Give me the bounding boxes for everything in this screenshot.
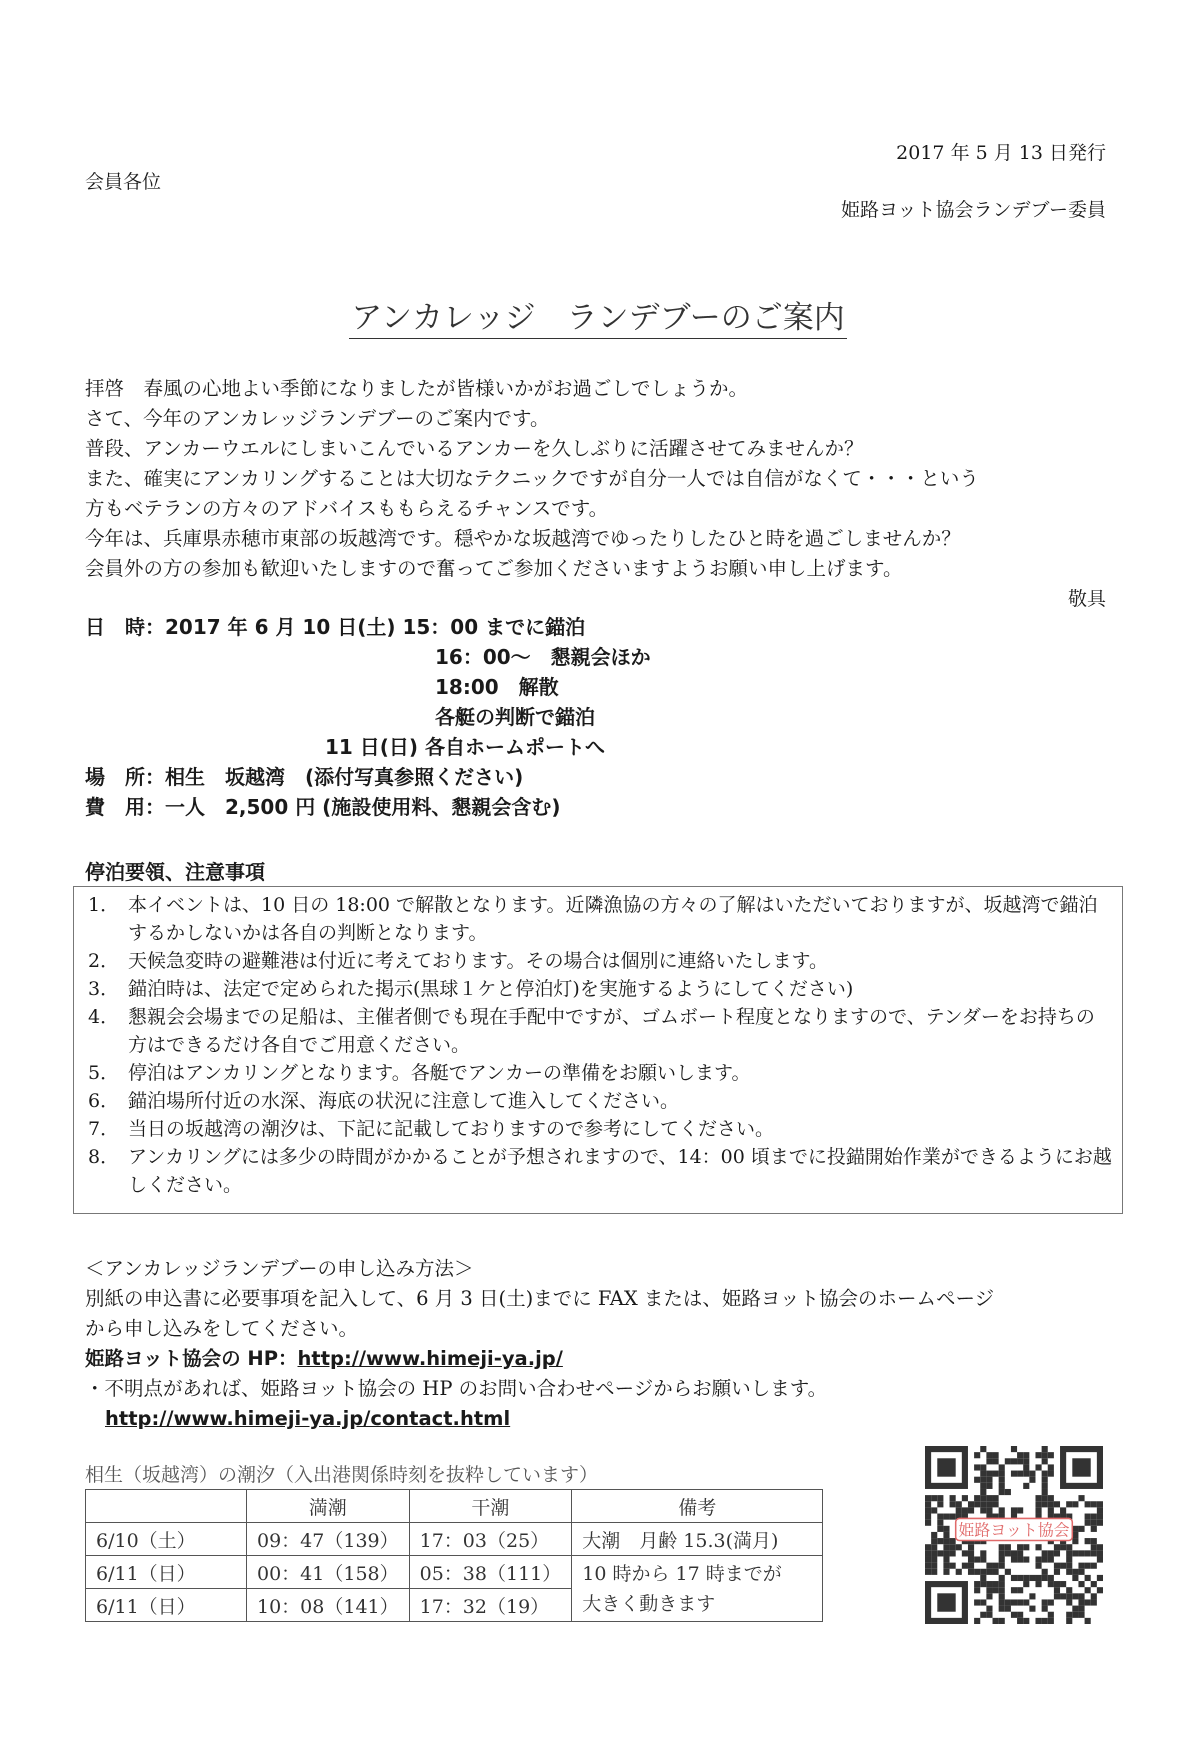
header-cell: 干潮 bbox=[409, 1490, 572, 1523]
body-line: 拝啓 春風の心地よい季節になりましたが皆様いかがお過ごしでしょうか。 bbox=[85, 377, 749, 400]
table-cell: 17：32（19） bbox=[409, 1589, 572, 1622]
note-item bbox=[88, 1115, 1112, 1143]
schedule-date: 日 時：2017 年 6 月 10 日(土) 15：00 までに錨泊 bbox=[85, 615, 586, 639]
closing: 敬具 bbox=[1067, 588, 1106, 610]
remark-cell bbox=[572, 1556, 823, 1622]
note-text: 懇親会会場までの足船は、主催者側でも現在手配中ですが、ゴムボート程度となりますので、テンダーをお持ちの方はできるだけ各自でご用意ください。 bbox=[128, 1006, 1095, 1056]
contact-url-line bbox=[85, 1404, 994, 1434]
note-item bbox=[88, 1003, 1112, 1059]
schedule bbox=[85, 612, 651, 822]
body-line: 今年は、兵庫県赤穂市東部の坂越湾です。穏やかな坂越湾でゆったりしたひと時を過ごしませんか？ bbox=[85, 527, 961, 550]
contact-line: ・不明点があれば、姫路ヨット協会の HP のお問い合わせページからお願いします。 bbox=[85, 1377, 828, 1400]
header-cell: 備考 bbox=[572, 1490, 823, 1523]
letter-body bbox=[85, 374, 979, 584]
apply-line: 別紙の申込書に必要事項を記入して、6 月 3 日(土)までに FAX または、姫路ヨット協会のホームページ bbox=[85, 1287, 995, 1310]
table-cell: 00：41（158） bbox=[247, 1556, 410, 1589]
document-title-text: アンカレッジ ランデブーのご案内 bbox=[349, 300, 847, 339]
document-title bbox=[0, 292, 1196, 337]
note-text: 錨泊場所付近の水深、海底の状況に注意して進入してください。 bbox=[128, 1090, 680, 1112]
note-text: 停泊はアンカリングとなります。各艇でアンカーの準備をお願いします。 bbox=[128, 1062, 751, 1084]
apply-heading: ＜アンカレッジランデブーの申し込み方法＞ bbox=[85, 1257, 474, 1280]
body-line: 普段、アンカーウエルにしまいこんでいるアンカーを久しぶりに活躍させてみませんか？ bbox=[85, 437, 864, 460]
recipient: 会員各位 bbox=[85, 171, 162, 193]
note-item bbox=[88, 1087, 1112, 1115]
header-cell: 満潮 bbox=[247, 1490, 410, 1523]
remark-line: 10 時から 17 時までが bbox=[582, 1562, 782, 1585]
note-number: 5． bbox=[88, 1062, 120, 1084]
table-cell: 17：03（25） bbox=[409, 1523, 572, 1556]
note-number: 8． bbox=[88, 1146, 120, 1168]
body-line: さて、今年のアンカレッジランデブーのご案内です。 bbox=[85, 407, 550, 430]
hp-line bbox=[85, 1344, 994, 1374]
note-item bbox=[88, 1059, 1112, 1087]
table-cell: 大潮 月齢 15.3(満月) bbox=[572, 1523, 823, 1556]
note-text: 本イベントは、10 日の 18:00 で解散となります。近隣漁協の方々の了解はいただいておりますが、坂越湾で錨泊するかしないかは各自の判断となります。 bbox=[128, 894, 1098, 944]
schedule-day11: 11 日(日) 各自ホームポートへ bbox=[325, 735, 606, 759]
note-number: 1． bbox=[88, 894, 120, 916]
tide-caption: 相生（坂越湾）の潮汐（入出港関係時刻を抜粋しています） bbox=[85, 1464, 599, 1486]
contact-link[interactable]: http://www.himeji-ya.jp/contact.html bbox=[105, 1407, 511, 1430]
body-line: 会員外の方の参加も歓迎いたしますので奮ってご参加くださいますようお願い申し上げます。 bbox=[85, 557, 903, 580]
notes-heading: 停泊要領、注意事項 bbox=[85, 860, 265, 884]
hp-label: 姫路ヨット協会の HP： bbox=[85, 1347, 298, 1370]
tide-table bbox=[85, 1489, 823, 1622]
note-number: 6． bbox=[88, 1090, 120, 1112]
note-item bbox=[88, 975, 1112, 1003]
body-line: 方もベテランの方々のアドバイスももらえるチャンスです。 bbox=[85, 497, 609, 520]
table-cell: 10：08（141） bbox=[247, 1589, 410, 1622]
schedule-place: 場 所：相生 坂越湾 (添付写真参照ください) bbox=[85, 765, 524, 789]
note-number: 3． bbox=[88, 978, 120, 1000]
sender: 姫路ヨット協会ランデブー委員 bbox=[840, 199, 1106, 221]
table-row bbox=[86, 1556, 823, 1589]
table-cell: 6/11（日） bbox=[86, 1556, 247, 1589]
hp-link[interactable]: http://www.himeji-ya.jp/ bbox=[297, 1347, 563, 1370]
table-header-row bbox=[86, 1490, 823, 1523]
note-number: 2． bbox=[88, 950, 120, 972]
qr-code bbox=[925, 1446, 1103, 1624]
table-row bbox=[86, 1523, 823, 1556]
schedule-fee: 費 用：一人 2,500 円 (施設使用料、懇親会含む) bbox=[85, 795, 561, 819]
note-item bbox=[88, 947, 1112, 975]
schedule-1800: 18:00 解散 bbox=[435, 675, 559, 699]
remark-line: 大きく動きます bbox=[582, 1592, 716, 1615]
notes-box bbox=[73, 886, 1123, 1214]
note-item bbox=[88, 1143, 1112, 1199]
schedule-anchor-note: 各艇の判断で錨泊 bbox=[435, 705, 595, 729]
table-cell: 09：47（139） bbox=[247, 1523, 410, 1556]
note-text: 錨泊時は、法定で定められた掲示(黒球１ケと停泊灯)を実施するようにしてください) bbox=[128, 978, 854, 1000]
note-item bbox=[88, 891, 1112, 947]
application-section bbox=[85, 1254, 994, 1434]
schedule-1600: 16：00～ 懇親会ほか bbox=[435, 645, 651, 669]
issue-date: 2017 年 5 月 13 日発行 bbox=[896, 142, 1106, 164]
note-text: 天候急変時の避難港は付近に考えております。その場合は個別に連絡いたします。 bbox=[128, 950, 828, 972]
table-cell: 6/11（日） bbox=[86, 1589, 247, 1622]
apply-line: から申し込みをしてください。 bbox=[85, 1317, 359, 1340]
note-number: 7． bbox=[88, 1118, 120, 1140]
body-line: また、確実にアンカリングすることは大切なテクニックですが自分一人では自信がなくて・・・という bbox=[85, 467, 979, 490]
table-cell: 6/10（土） bbox=[86, 1523, 247, 1556]
note-text: 当日の坂越湾の潮汐は、下記に記載しておりますので参考にしてください。 bbox=[128, 1118, 775, 1140]
header-cell bbox=[86, 1490, 247, 1523]
note-number: 4． bbox=[88, 1006, 120, 1028]
table-cell: 05：38（111） bbox=[409, 1556, 572, 1589]
qr-label: 姫路ヨット協会 bbox=[958, 1520, 1070, 1540]
note-text: アンカリングには多少の時間がかかることが予想されますので、14：00 頃までに投錨開始作業ができるようにお越しください。 bbox=[128, 1146, 1112, 1196]
